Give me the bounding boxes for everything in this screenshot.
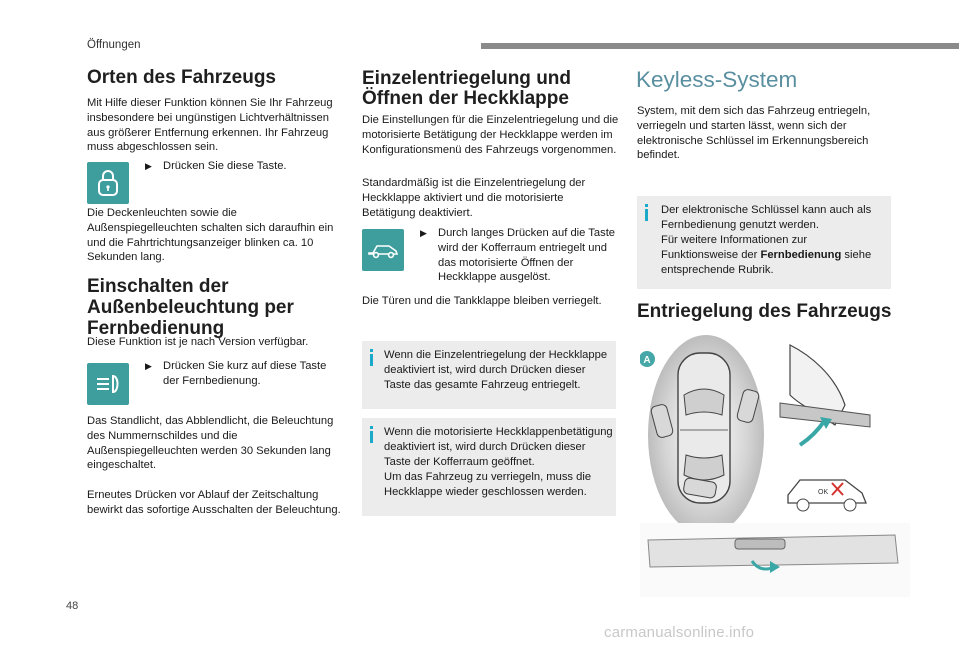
bullet-marker: ▶ (145, 361, 152, 371)
page-number: 48 (66, 600, 79, 612)
bullet-marker: ▶ (420, 228, 427, 238)
info-text: Der elektronische Schlüssel kann auch als Fernbedienung genutzt werden. (661, 204, 872, 231)
paragraph: Mit Hilfe dieser Funktion können Sie Ihr Fahrzeug insbesondere bei ungünstigen Lichtverhältnissen aus größerer Entfernung erkennen. Ihr Fahrzeug muss abgeschlossen sein. (87, 97, 333, 154)
ok-label: OK (818, 489, 829, 496)
paragraph: Die Einstellungen für die Einzelentriegelung und die motorisierte Betätigung der Heckklappe werden im Konfigurationsmenü des Fahrzeugs vorgenommen. (362, 114, 619, 156)
paragraph: Diese Funktion ist je nach Version verfügbar. (87, 336, 309, 348)
heading-keyless: Keyless-System (636, 67, 798, 92)
callout-badge: A (643, 355, 651, 366)
header-bar (481, 43, 959, 49)
instruction-bullet: ▶ Drücken Sie kurz auf diese Taste der Fernbedienung. (145, 360, 327, 387)
heading-orten: Orten des Fahrzeugs (87, 67, 276, 88)
headlight-icon (87, 363, 129, 405)
info-box (637, 196, 891, 289)
lock-icon (87, 162, 129, 204)
paragraph: System, mit dem sich das Fahrzeug entriegeln, verriegeln und starten lässt, wenn sich der elektronische Schlüssel im Erkennungsbereich befindet. (637, 105, 871, 162)
heading-aussenbeleuchtung: Einschalten der Außenbeleuchtung per Fernbedienung (87, 276, 294, 339)
heading-entriegelung: Entriegelung des Fahrzeugs (637, 301, 892, 322)
info-text: Wenn die motorisierte Heckklappenbetätigung deaktiviert ist, wird durch Drücken dieser Taste der Kofferraum geöffnet. (384, 426, 613, 468)
paragraph: Das Standlicht, das Abblendlicht, die Beleuchtung des Nummernschildes und die Außenspiegelleuchten werden 30 Sekunden lang eingeschaltet. (87, 415, 334, 472)
paragraph: Die Deckenleuchten sowie die Außenspiegelleuchten schalten sich daraufhin ein und die Fahrtrichtungsanzeiger blinken ca. 10 Sekunden lang. (87, 207, 334, 264)
instruction-bullet: ▶ Durch langes Drücken auf die Taste wird der Kofferraum entriegelt und das motorisierte Öffnen der Heckklappe ausgelöst. (420, 227, 616, 284)
info-icon (369, 349, 374, 366)
bullet-marker: ▶ (145, 161, 152, 171)
paragraph: Die Türen und die Tankklappe bleiben verriegelt. (362, 295, 602, 307)
section-label: Öffnungen (87, 39, 141, 51)
instruction-bullet: ▶ Drücken Sie diese Taste. (145, 160, 287, 172)
heading-einzelentriegelung: Einzelentriegelung und Öffnen der Heckklappe (362, 68, 572, 109)
info-text: Für weitere Informationen zur Funktionsweise der Fernbedienung siehe entsprechende Rubrik. (661, 234, 872, 276)
paragraph: Standardmäßig ist die Einzelentriegelung der Heckklappe aktiviert und die motorisierte Betätigung deaktiviert. (362, 177, 586, 219)
watermark: carmanualsonline.info (604, 624, 755, 641)
info-icon (644, 204, 649, 221)
info-icon (369, 426, 374, 443)
car-trunk-icon (362, 229, 404, 271)
paragraph: Erneutes Drücken vor Ablauf der Zeitschaltung bewirkt das sofortige Ausschalten der Beleuchtung. (87, 489, 341, 516)
info-text: Wenn die Einzelentriegelung der Heckklappe deaktiviert ist, wird durch Drücken dieser Taste das gesamte Fahrzeug entriegelt. (384, 349, 608, 391)
info-box (362, 341, 616, 409)
info-box (362, 418, 616, 516)
info-text: Um das Fahrzeug zu verriegeln, muss die Heckklappe wieder geschlossen werden. (384, 471, 592, 498)
keyless-illustration (640, 335, 910, 610)
